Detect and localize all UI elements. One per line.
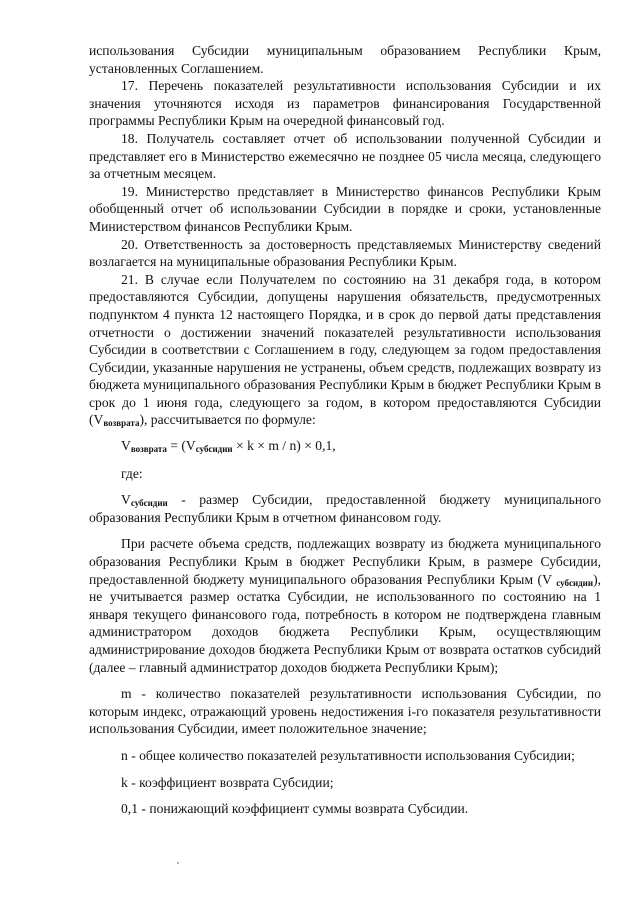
document-page (89, 42, 601, 818)
calc-text: При расчете объема средств, подлежащих возврату из бюджета муниципального образования Республики Крым в бюджет Республики Крым, в размере Субсидии, предоставленной бюджету муниципального образования Республики Крым (V (89, 536, 601, 587)
paragraph-17: 17. Перечень показателей результативности использования Субсидии и их значения уточняются исходя из параметров финансирования Государственной программы Республики Крым на очередной финансовый год. (89, 78, 601, 129)
definition-n: n - общее количество показателей результативности использования Субсидии; (121, 747, 575, 763)
definition-m: m - количество показателей результативности использования Субсидии, по которым индекс, отражающий уровень недостижения i-го показателя результативности использования Субсидии, имеет положительное значение; (89, 686, 601, 737)
formula-rest: × k × m / n) × 0,1, (232, 438, 336, 454)
formula (121, 437, 601, 455)
paragraph-21-text: 21. В случае если Получателем по состоянию на 31 декабря года, в котором предоставляются Субсидии, допущены нарушения обязательств, предусмотренных подпунктом 4 пункта 12 настоящего Порядка, и в срок до первой даты представления отчетности о достижении значений показателей результативности использования Субсидии в соответствии с Соглашением в году, следующем за годом предоставления Субсидии, указанные нарушения не устранены, объем средств, подлежащих возврату из бюджета муниципального образования Республики Крым в бюджет Республики Крым в срок до 1 июня года, следующего за годом, в котором предоставляются Субсидии (V (89, 271, 601, 428)
paragraph-16-end: использования Субсидии муниципальным образованием Республики Крым, установленных Соглашением. (89, 43, 601, 76)
definition-k: k - коэффициент возврата Субсидии; (121, 774, 334, 790)
vsub-subscript: субсидии (130, 498, 168, 509)
formula-sub-return: возврата (130, 444, 167, 455)
scan-speck (177, 862, 179, 864)
where-label: где: (121, 465, 143, 481)
paragraph-18: 18. Получатель составляет отчет об использовании полученной Субсидии и представляет его в Министерство ежемесячно не позднее 05 числа месяца, следующего за отчетным месяцем. (89, 130, 601, 182)
paragraph-19: 19. Министерство представляет в Министерство финансов Республики Крым обобщенный отчет об использовании Субсидии в порядке и сроки, установленные Министерством финансов Республики Крым. (89, 183, 601, 234)
calc-subscript: субсидии (556, 577, 594, 588)
vsub-text: - размер Субсидии, предоставленной бюджету муниципального образования Республики Крым в отчетном финансовом году. (89, 492, 601, 525)
paragraph-20: 20. Ответственность за достоверность представляемых Министерству сведений возлагается на муниципальные образования Республики Крым. (89, 236, 601, 270)
vsub-v: V (121, 492, 131, 508)
calc-tail: ), не учитывается размер остатка Субсидии, не использованного по состоянию на 1 января текущего финансового года, потребность в котором не подтверждена главным администратором доходов бюджета Республики Крым, осуществляющим администрирование доходов бюджета Республики Крым от возврата остатков субсидий (далее – главный администратор доходов бюджета Республики Крым); (89, 571, 601, 675)
definition-coefficient: 0,1 - понижающий коэффициент суммы возврата Субсидии. (121, 801, 469, 817)
formula-sub-subsidy: субсидии (195, 444, 233, 455)
formula-mid: = (V (166, 438, 196, 454)
v-return-subscript: возврата (103, 418, 140, 429)
paragraph-21-tail: ), рассчитывается по формуле: (139, 412, 316, 428)
formula-v: V (121, 438, 131, 454)
definition-v-subsidy (89, 491, 601, 526)
calculation-note (89, 535, 601, 676)
paragraph-21 (89, 271, 601, 429)
